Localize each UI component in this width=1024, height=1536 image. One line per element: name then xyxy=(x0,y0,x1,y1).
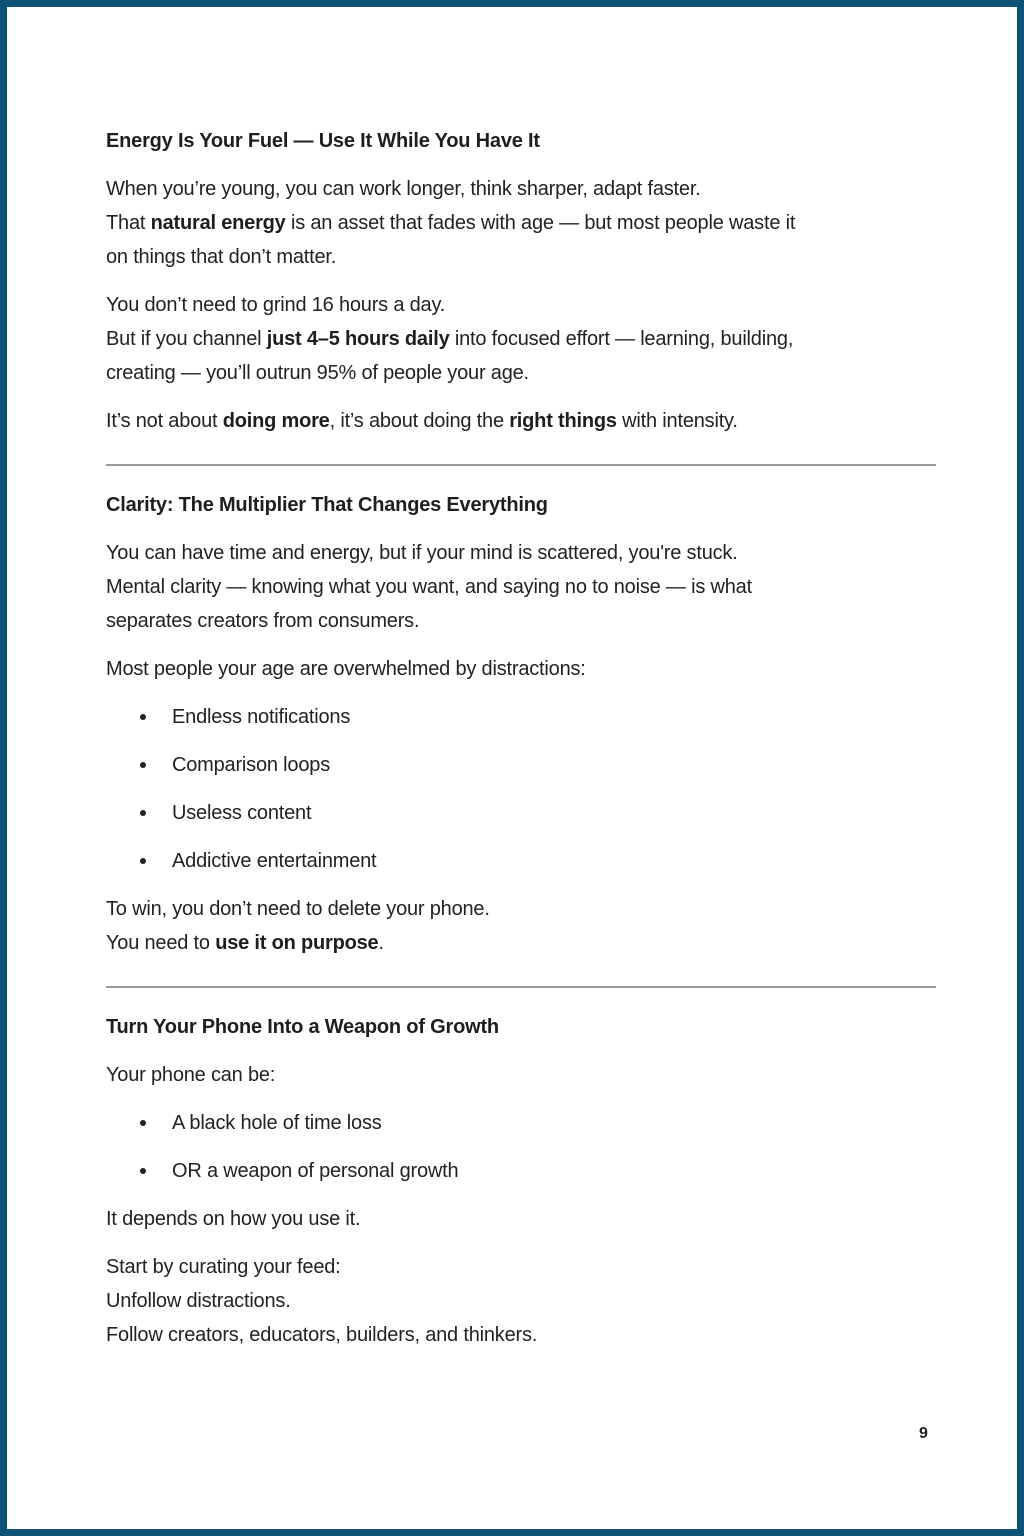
text-line: You don’t need to grind 16 hours a day. xyxy=(106,294,446,316)
paragraph: Your phone can be: xyxy=(106,1064,276,1086)
page-number: 9 xyxy=(919,1425,928,1442)
bullet-icon xyxy=(140,858,146,864)
paragraph xyxy=(106,288,936,390)
text-span: with intensity. xyxy=(616,410,738,432)
text-span: But if you channel xyxy=(106,328,267,350)
paragraph: Most people your age are overwhelmed by distractions: xyxy=(106,658,586,680)
list-item xyxy=(106,748,936,782)
bold-text: right things xyxy=(509,410,617,432)
text-span: You need to xyxy=(106,932,216,954)
list-item-text: A black hole of time loss xyxy=(172,1112,382,1134)
list-item-text: Addictive entertainment xyxy=(172,850,377,872)
text-span: , it’s about doing the xyxy=(329,410,510,432)
section-heading-energy: Energy Is Your Fuel — Use It While You Have It xyxy=(106,130,540,152)
text-span: It’s not about xyxy=(106,410,223,432)
list-item-text: OR a weapon of personal growth xyxy=(172,1160,459,1182)
list-item xyxy=(106,700,936,734)
paragraph: It depends on how you use it. xyxy=(106,1208,361,1230)
bold-text: doing more xyxy=(222,410,330,432)
list-item xyxy=(106,1106,936,1140)
text-line: To win, you don’t need to delete your phone. xyxy=(106,898,490,920)
text-line xyxy=(106,322,936,356)
section-heading-phone: Turn Your Phone Into a Weapon of Growth xyxy=(106,1016,499,1038)
text-span: . xyxy=(378,932,384,954)
bullet-icon xyxy=(140,714,146,720)
text-line: When you’re young, you can work longer, think sharper, adapt faster. xyxy=(106,178,701,200)
list-item xyxy=(106,796,936,830)
page-content xyxy=(106,124,936,1366)
text-line: on things that don’t matter. xyxy=(106,246,337,268)
text-line xyxy=(106,926,936,960)
list-item-text: Useless content xyxy=(172,802,312,824)
paragraph xyxy=(106,172,936,274)
document-page xyxy=(7,7,1017,1529)
text-span: is an asset that fades with age — but most people waste it xyxy=(285,212,796,234)
bold-text: use it on purpose xyxy=(215,932,379,954)
text-line: separates creators from consumers. xyxy=(106,610,420,632)
list-item-text: Comparison loops xyxy=(172,754,330,776)
text-line: Unfollow distractions. xyxy=(106,1290,291,1312)
text-line: Mental clarity — knowing what you want, and saying no to noise — is what xyxy=(106,576,752,598)
text-span: That xyxy=(106,212,151,234)
text-line xyxy=(106,404,936,438)
bullet-icon xyxy=(140,810,146,816)
paragraph xyxy=(106,536,936,638)
section-heading-clarity: Clarity: The Multiplier That Changes Everything xyxy=(106,494,548,516)
paragraph xyxy=(106,1250,936,1352)
list-item xyxy=(106,844,936,878)
bold-text: natural energy xyxy=(150,212,286,234)
text-line: You can have time and energy, but if your mind is scattered, you're stuck. xyxy=(106,542,738,564)
bold-text: just 4–5 hours daily xyxy=(266,328,450,350)
text-span: into focused effort — learning, building, xyxy=(449,328,794,350)
section-divider xyxy=(106,464,936,466)
list-item-text: Endless notifications xyxy=(172,706,351,728)
bullet-list xyxy=(106,1106,936,1188)
bullet-icon xyxy=(140,1168,146,1174)
text-line: creating — you’ll outrun 95% of people your age. xyxy=(106,362,529,384)
bullet-list xyxy=(106,700,936,878)
text-line xyxy=(106,206,936,240)
section-divider xyxy=(106,986,936,988)
text-line: Follow creators, educators, builders, and thinkers. xyxy=(106,1324,538,1346)
paragraph xyxy=(106,404,936,438)
paragraph xyxy=(106,892,936,960)
bullet-icon xyxy=(140,762,146,768)
text-line: Start by curating your feed: xyxy=(106,1256,341,1278)
bullet-icon xyxy=(140,1120,146,1126)
list-item xyxy=(106,1154,936,1188)
